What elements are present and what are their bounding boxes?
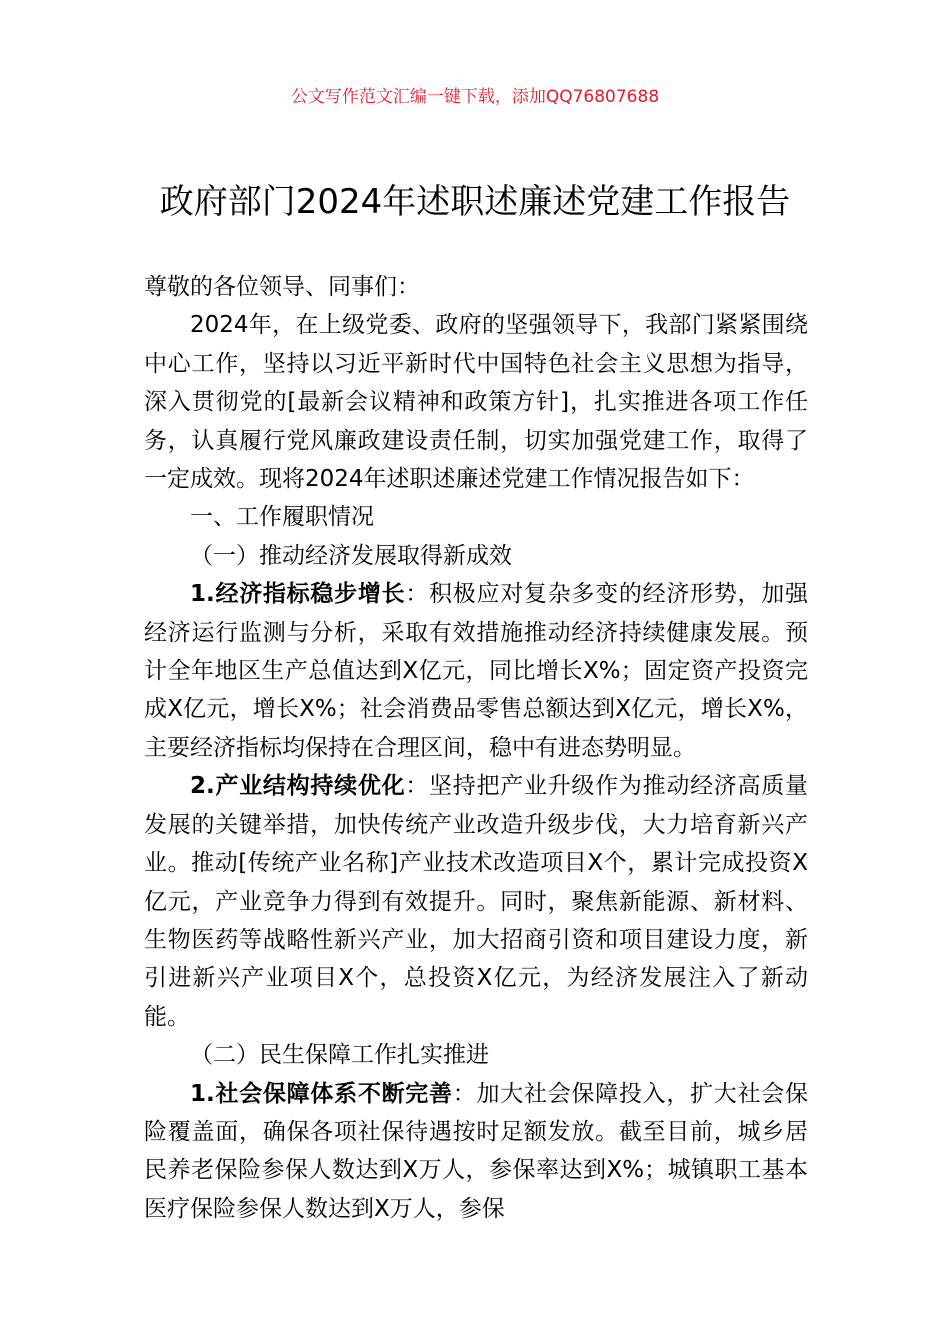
paragraph-item-1-2 xyxy=(144,767,808,1036)
paragraph-item-2-1 xyxy=(144,1075,808,1229)
page-title: 政府部门2024年述职述廉述党建工作报告 xyxy=(159,182,791,222)
item-text-1-1: ：积极应对复杂多变的经济形势，加强经济运行监测与分析，采取有效措施推动经济持续健康发展。预计全年地区生产总值达到X亿元，同比增长X%；固定资产投资完成X亿元，增长X%；社会消费品零售总额达到X亿元，增长X%，主要经济指标均保持在合理区间，稳中有进态势明显。 xyxy=(144,581,808,761)
item-lead-1-2: 2.产业结构持续优化 xyxy=(190,773,406,800)
paragraph-item-1-1 xyxy=(144,575,808,767)
item-lead-1-1: 1.经济指标稳步增长 xyxy=(190,581,406,608)
intro-paragraph: 2024年，在上级党委、政府的坚强领导下，我部门紧紧围绕中心工作，坚持以习近平新时代中国特色社会主义思想为指导，深入贯彻党的[最新会议精神和政策方针]，扎实推进各项工作任务，认真履行党风廉政建设责任制，切实加强党建工作，取得了一定成效。现将2024年述职述廉述党建工作情况报告如下： xyxy=(144,312,808,493)
item-text-1-2: ：坚持把产业升级作为推动经济高质量发展的关键举措，加快传统产业改造升级步伐，大力培育新兴产业。推动[传统产业名称]产业技术改造项目X个，累计完成投资X亿元，产业竞争力得到有效提升。同时，聚焦新能源、新材料、生物医药等战略性新兴产业，加大招商引资和项目建设力度，新引进新兴产业项目X个，总投资X亿元，为经济发展注入了新动能。 xyxy=(144,773,808,1030)
subsection-heading-2: （二）民生保障工作扎实推进 xyxy=(190,1042,489,1069)
item-text-2-1: ：加大社会保障投入，扩大社会保险覆盖面，确保各项社保待遇按时足额发放。截至目前，城乡居民养老保险参保人数达到X万人，参保率达到X%；城镇职工基本医疗保险参保人数达到X万人，参保 xyxy=(144,1080,809,1222)
subsection-heading-1: （一）推动经济发展取得新成效 xyxy=(190,542,512,569)
section-heading-1: 一、工作履职情况 xyxy=(190,504,374,531)
document-body xyxy=(144,268,808,1228)
item-lead-2-1: 1.社会保障体系不断完善 xyxy=(190,1080,453,1107)
salutation: 尊敬的各位领导、同事们： xyxy=(144,274,420,300)
download-banner: 公文写作范文汇编一键下载，添加QQ76807688 xyxy=(290,87,660,107)
